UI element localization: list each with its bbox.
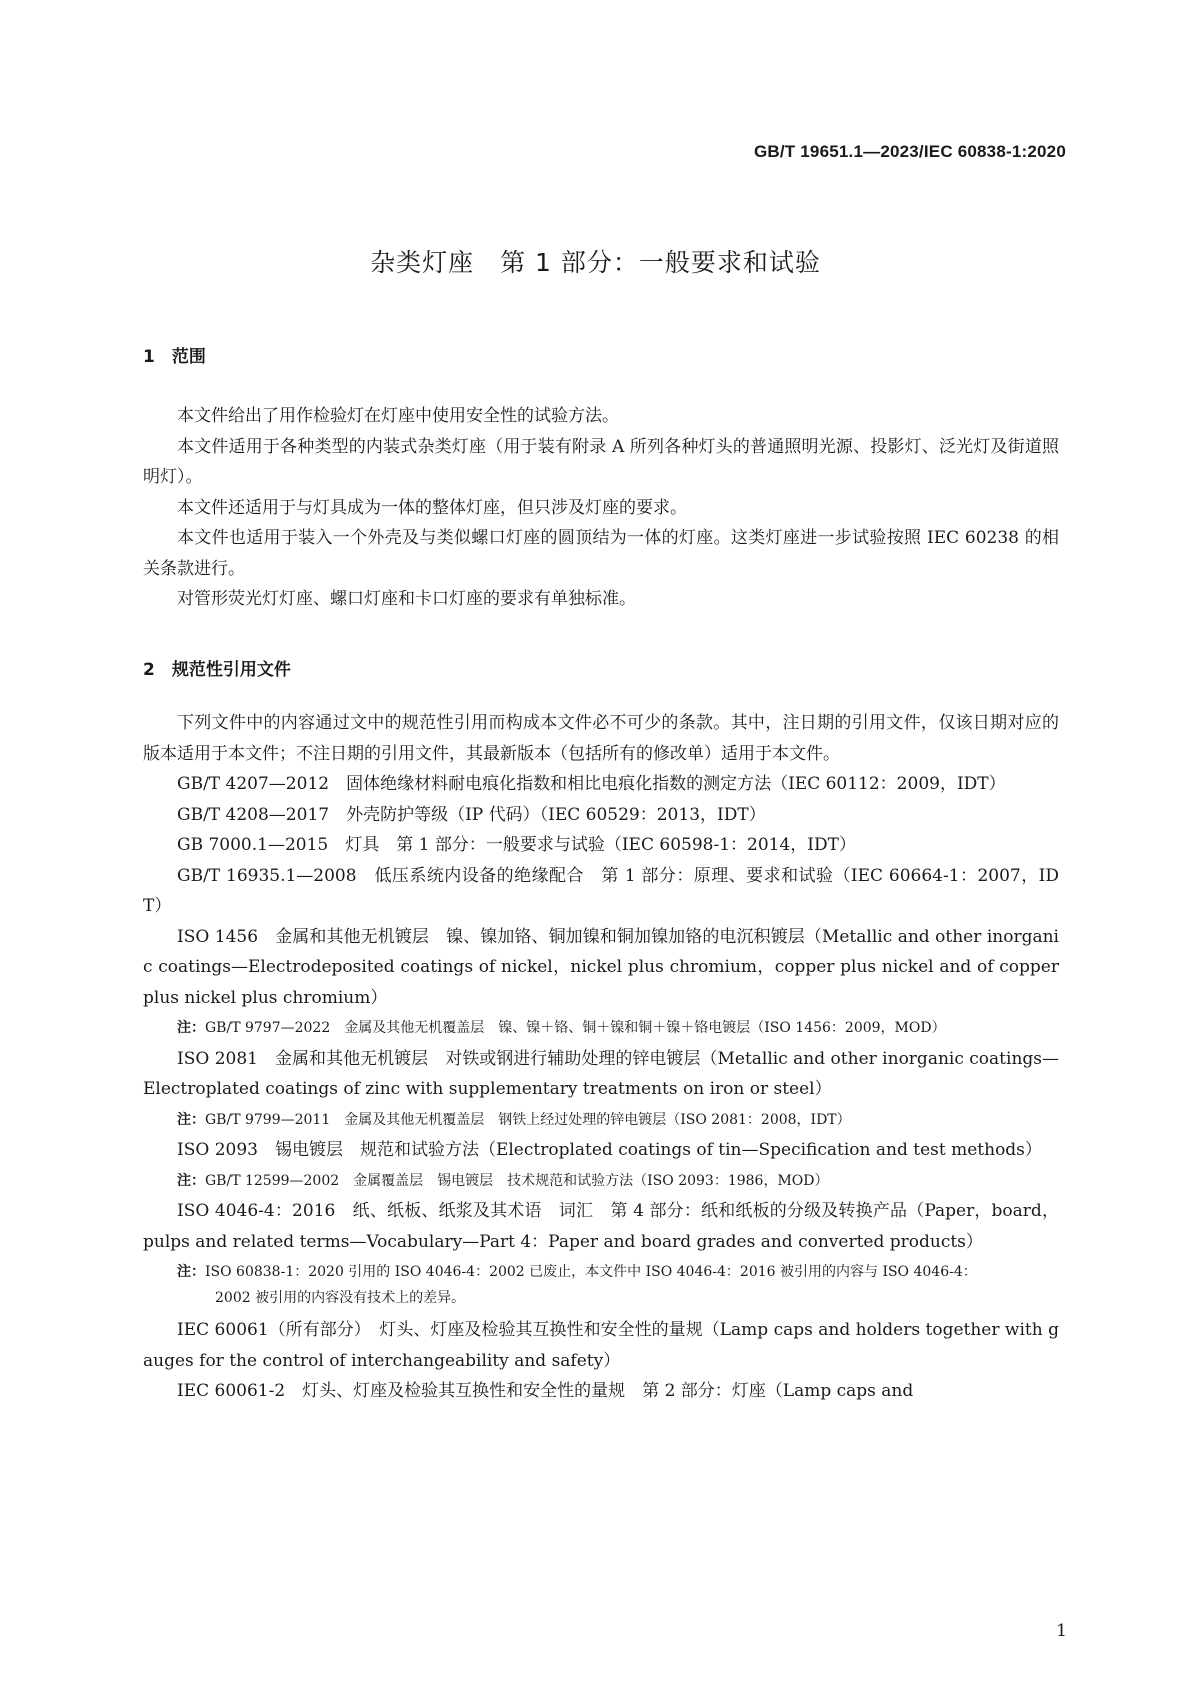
note <box>143 1013 1059 1044</box>
note-text: GB/T 12599—2002 金属覆盖层 锡电镀层 技术规范和试验方法（ISO 2093：1986，MOD） <box>205 1172 829 1189</box>
note-label: 注： <box>177 1020 205 1036</box>
note-label: 注： <box>177 1172 205 1189</box>
note <box>143 1105 1059 1136</box>
note-text: ISO 60838-1：2020 引用的 ISO 4046-4：2002 已废止，本文件中 ISO 4046-4：2016 被引用的内容与 ISO 4046-4： <box>205 1264 977 1280</box>
reference-item: GB/T 4208—2017 外壳防护等级（IP 代码）（IEC 60529：2013，IDT） <box>177 804 766 825</box>
note-text: GB/T 9799—2011 金属及其他无机覆盖层 钢铁上经过处理的锌电镀层（ISO 2081：2008，IDT） <box>205 1111 851 1128</box>
paragraph: 本文件给出了用作检验灯在灯座中使用安全性的试验方法。 <box>177 406 619 426</box>
note-label: 注： <box>177 1264 205 1280</box>
reference-item: ISO 4046-4：2016 纸、纸板、纸浆及其术语 词汇 第 4 部分：纸和纸板的分级及转换产品（Paper，board，pulps and related terms—Vocabulary—Part 4：Paper and board grades and converted products） <box>143 1201 1059 1252</box>
note <box>143 1166 1059 1197</box>
note-label: 注： <box>177 1111 205 1128</box>
reference-item: ISO 1456 金属和其他无机镀层 镍、镍加铬、铜加镍和铜加镍加铬的电沉积镀层（Metallic and other inorganic coatings—Electrodeposited coatings of nickel，nickel plus chromium，copper plus nickel and of copper plus nickel plus chromium） <box>143 926 1059 1008</box>
reference-item: GB 7000.1—2015 灯具 第 1 部分：一般要求与试验（IEC 60598-1：2014，IDT） <box>177 835 856 855</box>
section-heading-scope: 1 范围 <box>143 347 206 367</box>
note <box>143 1259 1059 1311</box>
paragraph: 对管形荧光灯灯座、螺口灯座和卡口灯座的要求有单独标准。 <box>177 589 636 609</box>
reference-item: IEC 60061（所有部分） 灯头、灯座及检验其互换性和安全性的量规（Lamp caps and holders together with gauges for the control of interchangeability and safety） <box>143 1320 1059 1371</box>
note-text: GB/T 9797—2022 金属及其他无机覆盖层 镍、镍＋铬、铜＋镍和铜＋镍＋铬电镀层（ISO 1456：2009，MOD） <box>205 1020 946 1036</box>
reference-item: ISO 2093 锡电镀层 规范和试验方法（Electroplated coatings of tin—Specification and test methods） <box>177 1140 1042 1160</box>
reference-item: ISO 2081 金属和其他无机镀层 对铁或钢进行辅助处理的锌电镀层（Metallic and other inorganic coatings—Electroplated coatings of zinc with supplementary treatments on iron or steel） <box>143 1048 1059 1099</box>
scope-section-body <box>143 401 1059 615</box>
intro-paragraph: 下列文件中的内容通过文中的规范性引用而构成本文件必不可少的条款。其中，注日期的引用文件，仅该日期对应的版本适用于本文件；不注日期的引用文件，其最新版本（包括所有的修改单）适用于本文件。 <box>143 713 1059 764</box>
page-number: 1 <box>1056 1621 1067 1641</box>
paragraph: 本文件也适用于装入一个外壳及与类似螺口灯座的圆顶结为一体的灯座。这类灯座进一步试验按照 IEC 60238 的相关条款进行。 <box>143 528 1059 579</box>
reference-item: GB/T 4207—2012 固体绝缘材料耐电痕化指数和相比电痕化指数的测定方法（IEC 60112：2009，IDT） <box>177 774 1006 794</box>
reference-item: GB/T 16935.1—2008 低压系统内设备的绝缘配合 第 1 部分：原理、要求和试验（IEC 60664-1：2007，IDT） <box>143 865 1059 916</box>
paragraph: 本文件适用于各种类型的内装式杂类灯座（用于装有附录 A 所列各种灯头的普通照明光源、投影灯、泛光灯及街道照明灯）。 <box>143 436 1059 487</box>
references-section-body <box>143 708 1059 1407</box>
section-heading-normative-references: 2 规范性引用文件 <box>143 660 291 680</box>
reference-item: IEC 60061-2 灯头、灯座及检验其互换性和安全性的量规 第 2 部分：灯座（Lamp caps and <box>177 1381 914 1401</box>
standard-code: GB/T 19651.1—2023/IEC 60838-1:2020 <box>753 142 1066 161</box>
paragraph: 本文件还适用于与灯具成为一体的整体灯座，但只涉及灯座的要求。 <box>177 497 687 518</box>
note-text-continued: 2002 被引用的内容没有技术上的差异。 <box>215 1290 466 1306</box>
document-title: 杂类灯座 第 1 部分：一般要求和试验 <box>370 248 821 277</box>
